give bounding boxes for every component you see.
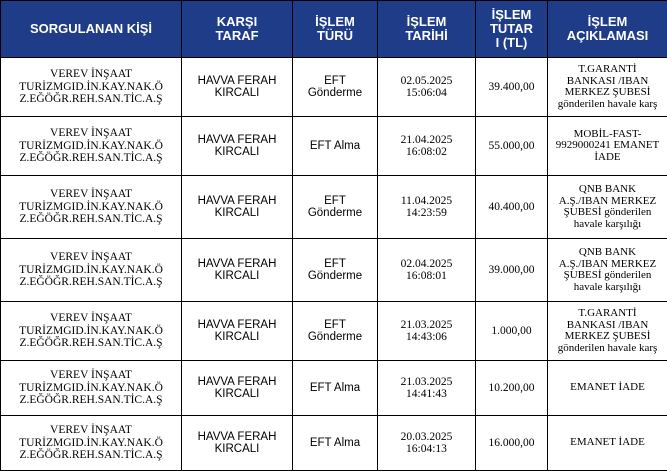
- cell-amount: 55.000,00: [476, 117, 548, 176]
- table-row: [1, 361, 667, 416]
- cell-person: VEREV İNŞAAT TURİZMGID.İN.KAY.NAK.Ö Z.EĞÖĞR.REH.SAN.TİC.A.Ş: [1, 361, 182, 416]
- cell-counterparty: HAVVA FERAH KIRCALI: [182, 361, 293, 416]
- header-sorgulanan-kisi: SORGULANAN KİŞİ: [1, 1, 182, 58]
- cell-amount: 16.000,00: [476, 416, 548, 471]
- cell-description: EMANET İADE: [548, 416, 667, 471]
- cell-description: EMANET İADE: [548, 361, 667, 416]
- cell-amount: 10.200,00: [476, 361, 548, 416]
- cell-transaction-type: EFT Alma: [293, 117, 378, 176]
- table-row: [1, 176, 667, 239]
- header-islem-aciklamasi: İŞLEM AÇIKLAMASI: [548, 1, 667, 58]
- cell-transaction-type: EFT Gönderme: [293, 239, 378, 302]
- cell-counterparty: HAVVA FERAH KIRCALI: [182, 239, 293, 302]
- cell-person: VEREV İNŞAAT TURİZMGID.İN.KAY.NAK.Ö Z.EĞÖĞR.REH.SAN.TİC.A.Ş: [1, 58, 182, 117]
- header-row: [1, 1, 667, 58]
- header-islem-tutari: İŞLEM TUTAR I (TL): [476, 1, 548, 58]
- cell-person: VEREV İNŞAAT TURİZMGID.İN.KAY.NAK.Ö Z.EĞÖĞR.REH.SAN.TİC.A.Ş: [1, 416, 182, 471]
- cell-description: T.GARANTİ BANKASI /IBAN MERKEZ ŞUBESİ gönderilen havale karş: [548, 58, 667, 117]
- cell-amount: 1.000,00: [476, 302, 548, 361]
- cell-transaction-type: EFT Gönderme: [293, 302, 378, 361]
- cell-transaction-date: 21.03.2025 14:41:43: [378, 361, 476, 416]
- table-row: [1, 416, 667, 471]
- cell-person: VEREV İNŞAAT TURİZMGID.İN.KAY.NAK.Ö Z.EĞÖĞR.REH.SAN.TİC.A.Ş: [1, 302, 182, 361]
- cell-transaction-date: 02.05.2025 15:06:04: [378, 58, 476, 117]
- cell-amount: 39.400,00: [476, 58, 548, 117]
- cell-transaction-type: EFT Alma: [293, 361, 378, 416]
- cell-person: VEREV İNŞAAT TURİZMGID.İN.KAY.NAK.Ö Z.EĞÖĞR.REH.SAN.TİC.A.Ş: [1, 117, 182, 176]
- cell-description: T.GARANTİ BANKASI /IBAN MERKEZ ŞUBESİ gönderilen havale karş: [548, 302, 667, 361]
- header-islem-turu: İŞLEM TÜRÜ: [293, 1, 378, 58]
- cell-amount: 39.000,00: [476, 239, 548, 302]
- cell-counterparty: HAVVA FERAH KIRCALI: [182, 302, 293, 361]
- cell-person: VEREV İNŞAAT TURİZMGID.İN.KAY.NAK.Ö Z.EĞÖĞR.REH.SAN.TİC.A.Ş: [1, 239, 182, 302]
- table-body: [1, 58, 667, 471]
- cell-transaction-type: EFT Gönderme: [293, 58, 378, 117]
- cell-transaction-date: 20.03.2025 16:04:13: [378, 416, 476, 471]
- cell-person: VEREV İNŞAAT TURİZMGID.İN.KAY.NAK.Ö Z.EĞÖĞR.REH.SAN.TİC.A.Ş: [1, 176, 182, 239]
- cell-transaction-date: 11.04.2025 14:23:59: [378, 176, 476, 239]
- cell-description: MOBİL-FAST- 9929000241 EMANET İADE: [548, 117, 667, 176]
- table-row: [1, 117, 667, 176]
- cell-counterparty: HAVVA FERAH KIRCALI: [182, 58, 293, 117]
- cell-counterparty: HAVVA FERAH KIRCALI: [182, 176, 293, 239]
- cell-counterparty: HAVVA FERAH KIRCALI: [182, 117, 293, 176]
- cell-transaction-type: EFT Gönderme: [293, 176, 378, 239]
- table-header: [1, 1, 667, 58]
- cell-description: QNB BANK A.Ş./IBAN MERKEZ ŞUBESİ gönderilen havale karşılığı: [548, 239, 667, 302]
- cell-description: QNB BANK A.Ş./IBAN MERKEZ ŞUBESİ gönderilen havale karşılığı: [548, 176, 667, 239]
- header-karsi-taraf: KARŞI TARAF: [182, 1, 293, 58]
- table-row: [1, 58, 667, 117]
- cell-transaction-date: 21.03.2025 14:43:06: [378, 302, 476, 361]
- cell-transaction-type: EFT Alma: [293, 416, 378, 471]
- cell-counterparty: HAVVA FERAH KIRCALI: [182, 416, 293, 471]
- header-islem-tarihi: İŞLEM TARİHİ: [378, 1, 476, 58]
- table-row: [1, 302, 667, 361]
- table-row: [1, 239, 667, 302]
- cell-amount: 40.400,00: [476, 176, 548, 239]
- cell-transaction-date: 02.04.2025 16:08:01: [378, 239, 476, 302]
- cell-transaction-date: 21.04.2025 16:08:02: [378, 117, 476, 176]
